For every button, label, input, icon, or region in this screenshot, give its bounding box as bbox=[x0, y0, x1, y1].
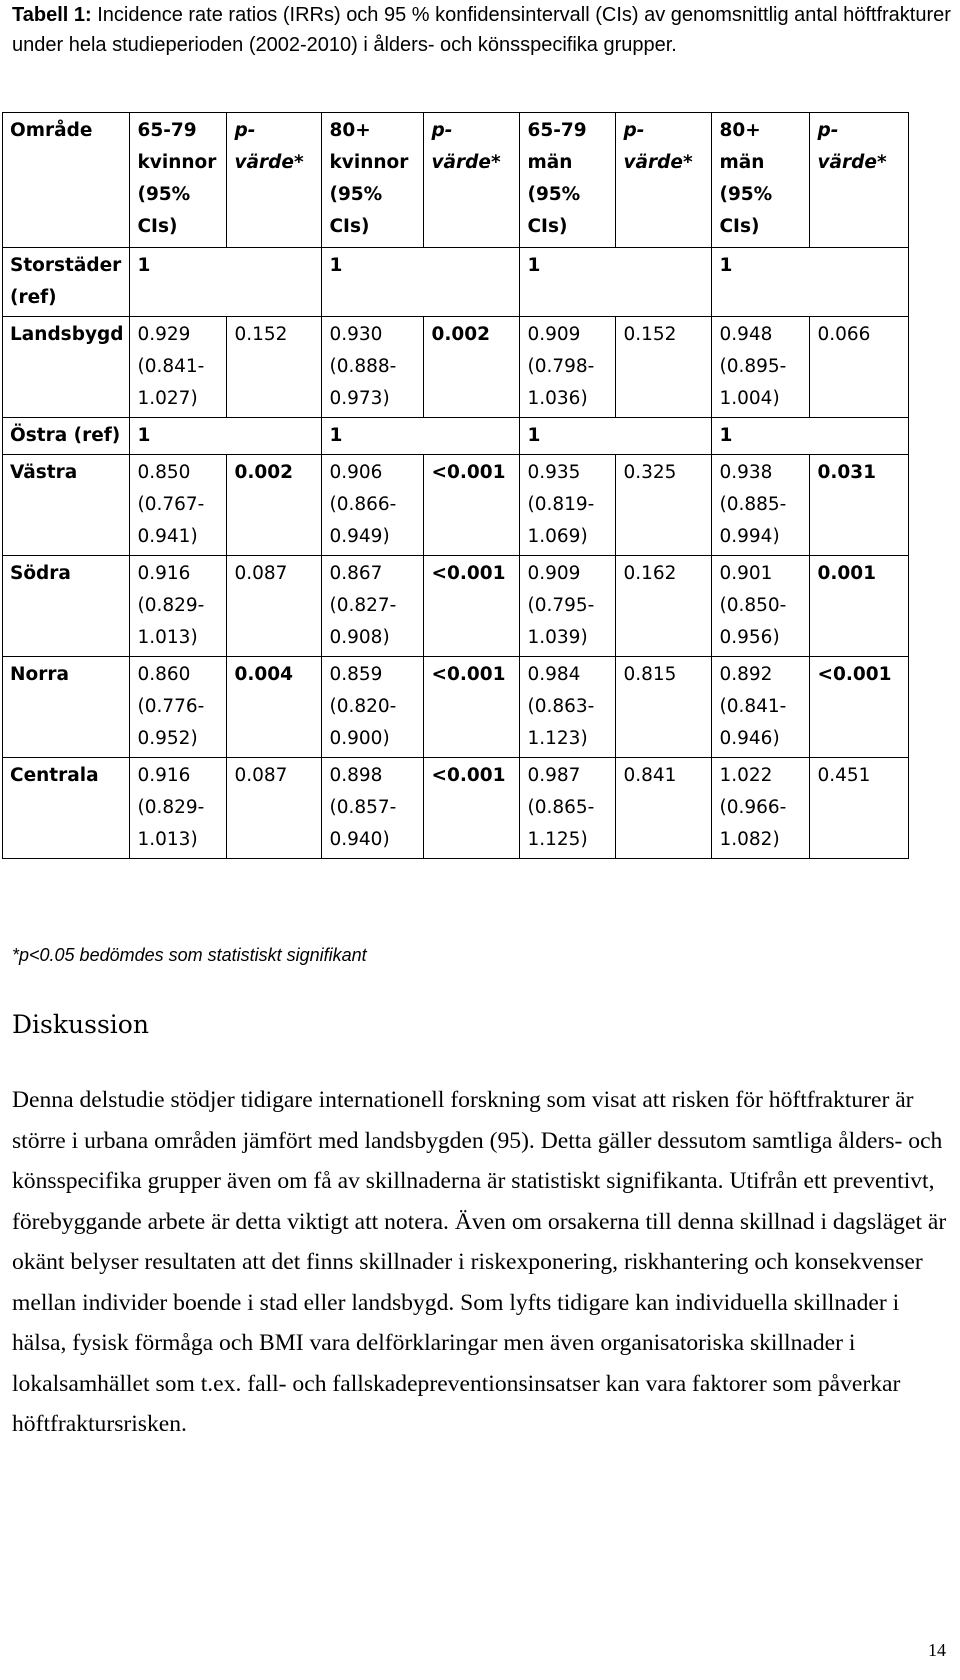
column-header bbox=[424, 113, 520, 248]
cell-line: (0.850- bbox=[719, 595, 787, 616]
cell-line: 0.916 bbox=[137, 765, 191, 786]
irr-ci-cell bbox=[130, 657, 227, 758]
column-header bbox=[616, 113, 712, 248]
cell-line: (0.841- bbox=[137, 356, 205, 377]
cell-line: 0.850 bbox=[137, 462, 191, 483]
p-value-cell bbox=[616, 758, 712, 859]
p-value-cell bbox=[227, 657, 322, 758]
cell-line: (95% bbox=[527, 184, 581, 205]
cell-line: 0.087 bbox=[234, 765, 288, 786]
table-caption-label: Tabell 1: bbox=[12, 4, 92, 26]
cell-line: (0.795- bbox=[527, 595, 595, 616]
irr-ci-cell bbox=[712, 657, 810, 758]
column-header bbox=[227, 113, 322, 248]
reference-value: 1 bbox=[520, 418, 712, 455]
irr-ci-cell bbox=[520, 317, 616, 418]
cell-line: 1.004) bbox=[719, 388, 780, 409]
cell-line: CIs) bbox=[137, 216, 178, 237]
cell-line: 1.123) bbox=[527, 728, 588, 749]
cell-line: 0.940) bbox=[329, 829, 390, 850]
irr-ci-cell bbox=[712, 556, 810, 657]
p-value-cell bbox=[810, 317, 909, 418]
p-value-cell bbox=[616, 556, 712, 657]
reference-row bbox=[3, 248, 909, 317]
cell-line: 0.900) bbox=[329, 728, 390, 749]
cell-line: (0.819- bbox=[527, 494, 595, 515]
row-label: Östra (ref) bbox=[3, 418, 130, 455]
cell-line: 0.451 bbox=[817, 765, 871, 786]
cell-line: värde* bbox=[817, 152, 887, 173]
cell-line: (0.863- bbox=[527, 696, 595, 717]
cell-line: CIs) bbox=[719, 216, 760, 237]
cell-line: 0.929 bbox=[137, 324, 191, 345]
cell-line: 0.892 bbox=[719, 664, 773, 685]
irr-ci-cell bbox=[520, 556, 616, 657]
cell-line: 0.994) bbox=[719, 526, 780, 547]
p-value-cell bbox=[616, 317, 712, 418]
cell-line: 1.036) bbox=[527, 388, 588, 409]
section-heading: Diskussion bbox=[12, 1010, 149, 1039]
cell-line: 0.973) bbox=[329, 388, 390, 409]
table-row bbox=[3, 657, 909, 758]
cell-line: 0.908) bbox=[329, 627, 390, 648]
cell-line: 65-79 bbox=[527, 120, 587, 141]
row-label: Landsbygd bbox=[3, 317, 130, 418]
cell-line: 1.039) bbox=[527, 627, 588, 648]
cell-line: (0.866- bbox=[329, 494, 397, 515]
cell-line: 0.066 bbox=[817, 324, 871, 345]
cell-line: 0.152 bbox=[234, 324, 288, 345]
irr-ci-cell bbox=[712, 317, 810, 418]
irr-ci-cell bbox=[130, 556, 227, 657]
cell-line: <0.001 bbox=[431, 765, 506, 786]
cell-line: Område bbox=[10, 120, 93, 141]
cell-line: 0.909 bbox=[527, 563, 581, 584]
cell-line: värde* bbox=[234, 152, 304, 173]
cell-line: 0.815 bbox=[623, 664, 677, 685]
cell-line: 1.027) bbox=[137, 388, 198, 409]
table-caption bbox=[12, 0, 952, 60]
header-row bbox=[3, 113, 909, 248]
p-value-cell bbox=[227, 556, 322, 657]
cell-line: (0.895- bbox=[719, 356, 787, 377]
cell-line: (0.885- bbox=[719, 494, 787, 515]
irr-ci-cell bbox=[520, 455, 616, 556]
cell-line: 0.935 bbox=[527, 462, 581, 483]
table-row bbox=[3, 317, 909, 418]
table-row bbox=[3, 758, 909, 859]
cell-line: 0.938 bbox=[719, 462, 773, 483]
cell-line: (0.841- bbox=[719, 696, 787, 717]
irr-table bbox=[2, 112, 909, 859]
cell-line: 0.941) bbox=[137, 526, 198, 547]
irr-ci-cell bbox=[520, 758, 616, 859]
cell-line: 1.013) bbox=[137, 829, 198, 850]
row-label: Centrala bbox=[3, 758, 130, 859]
row-label: Norra bbox=[3, 657, 130, 758]
cell-line: 0.325 bbox=[623, 462, 677, 483]
cell-line: <0.001 bbox=[431, 563, 506, 584]
irr-ci-cell bbox=[322, 455, 424, 556]
cell-line: 80+ bbox=[329, 120, 371, 141]
cell-line: 80+ bbox=[719, 120, 761, 141]
cell-line: 0.867 bbox=[329, 563, 383, 584]
cell-line: 0.948 bbox=[719, 324, 773, 345]
p-value-cell bbox=[424, 758, 520, 859]
cell-line: 0.860 bbox=[137, 664, 191, 685]
cell-line: (0.767- bbox=[137, 494, 205, 515]
cell-line: 0.898 bbox=[329, 765, 383, 786]
cell-line: 0.002 bbox=[431, 324, 491, 345]
p-value-cell bbox=[810, 556, 909, 657]
cell-line: p- bbox=[817, 120, 839, 141]
irr-ci-cell bbox=[322, 657, 424, 758]
cell-line: kvinnor bbox=[137, 152, 217, 173]
p-value-cell bbox=[810, 657, 909, 758]
reference-value: 1 bbox=[130, 248, 322, 317]
reference-row bbox=[3, 418, 909, 455]
table-caption-text: Incidence rate ratios (IRRs) och 95 % konfidensintervall (CIs) av genomsnittlig antal höftfrakturer under hela studieperioden (2002-2010) i ålders- och könsspecifika grupper. bbox=[12, 4, 951, 56]
row-label: Västra bbox=[3, 455, 130, 556]
reference-value: 1 bbox=[712, 418, 909, 455]
column-header bbox=[810, 113, 909, 248]
cell-line: p- bbox=[623, 120, 645, 141]
cell-line: 0.987 bbox=[527, 765, 581, 786]
cell-line: 0.909 bbox=[527, 324, 581, 345]
cell-line: 0.906 bbox=[329, 462, 383, 483]
cell-line: (95% bbox=[137, 184, 191, 205]
cell-line: 0.004 bbox=[234, 664, 294, 685]
irr-table-body bbox=[3, 113, 909, 859]
cell-line: (95% bbox=[329, 184, 383, 205]
row-label: Södra bbox=[3, 556, 130, 657]
page-number: 14 bbox=[928, 1640, 946, 1660]
table-row bbox=[3, 455, 909, 556]
p-value-cell bbox=[424, 455, 520, 556]
cell-line: CIs) bbox=[329, 216, 370, 237]
cell-line: <0.001 bbox=[817, 664, 892, 685]
cell-line: 0.087 bbox=[234, 563, 288, 584]
cell-line: 0.930 bbox=[329, 324, 383, 345]
p-value-cell bbox=[616, 657, 712, 758]
cell-line: män bbox=[527, 152, 573, 173]
cell-line: <0.001 bbox=[431, 462, 506, 483]
p-value-cell bbox=[810, 455, 909, 556]
cell-line: 0.002 bbox=[234, 462, 294, 483]
cell-line: (0.857- bbox=[329, 797, 397, 818]
cell-line: (0.888- bbox=[329, 356, 397, 377]
cell-line: 0.916 bbox=[137, 563, 191, 584]
cell-line: 1.125) bbox=[527, 829, 588, 850]
p-value-cell bbox=[227, 455, 322, 556]
cell-line: värde* bbox=[431, 152, 501, 173]
irr-ci-cell bbox=[130, 758, 227, 859]
p-value-cell bbox=[616, 455, 712, 556]
irr-ci-cell bbox=[712, 758, 810, 859]
cell-line: 0.956) bbox=[719, 627, 780, 648]
p-value-cell bbox=[424, 657, 520, 758]
cell-line: 0.901 bbox=[719, 563, 773, 584]
cell-line: 0.952) bbox=[137, 728, 198, 749]
cell-line: p- bbox=[431, 120, 453, 141]
column-header bbox=[130, 113, 227, 248]
reference-value: 1 bbox=[130, 418, 322, 455]
cell-line: (0.820- bbox=[329, 696, 397, 717]
irr-ci-cell bbox=[130, 455, 227, 556]
cell-line: värde* bbox=[623, 152, 693, 173]
cell-line: 0.859 bbox=[329, 664, 383, 685]
cell-line: (0.829- bbox=[137, 797, 205, 818]
irr-ci-cell bbox=[520, 657, 616, 758]
cell-line: 0.152 bbox=[623, 324, 677, 345]
irr-ci-cell bbox=[322, 317, 424, 418]
cell-line: 0.162 bbox=[623, 563, 677, 584]
row-label bbox=[3, 248, 130, 317]
p-value-cell bbox=[227, 758, 322, 859]
cell-line: 0.984 bbox=[527, 664, 581, 685]
cell-line: Storstäder bbox=[10, 255, 122, 276]
cell-line: 1.082) bbox=[719, 829, 780, 850]
cell-line: 0.946) bbox=[719, 728, 780, 749]
cell-line: 1.013) bbox=[137, 627, 198, 648]
column-header bbox=[322, 113, 424, 248]
cell-line: (0.798- bbox=[527, 356, 595, 377]
irr-ci-cell bbox=[130, 317, 227, 418]
cell-line: 0.001 bbox=[817, 563, 877, 584]
p-value-cell bbox=[810, 758, 909, 859]
cell-line: 0.949) bbox=[329, 526, 390, 547]
cell-line: p- bbox=[234, 120, 256, 141]
footnote: *p<0.05 bedömdes som statistiskt signifikant bbox=[12, 945, 367, 965]
reference-value: 1 bbox=[322, 248, 520, 317]
cell-line: (ref) bbox=[10, 287, 57, 308]
reference-value: 1 bbox=[322, 418, 520, 455]
table-row bbox=[3, 556, 909, 657]
column-header bbox=[712, 113, 810, 248]
cell-line: (0.966- bbox=[719, 797, 787, 818]
cell-line: 65-79 bbox=[137, 120, 197, 141]
p-value-cell bbox=[424, 317, 520, 418]
p-value-cell bbox=[424, 556, 520, 657]
cell-line: 0.031 bbox=[817, 462, 877, 483]
p-value-cell bbox=[227, 317, 322, 418]
cell-line: (0.865- bbox=[527, 797, 595, 818]
cell-line: 1.022 bbox=[719, 765, 773, 786]
cell-line: CIs) bbox=[527, 216, 568, 237]
cell-line: 0.841 bbox=[623, 765, 677, 786]
irr-ci-cell bbox=[322, 556, 424, 657]
cell-line: kvinnor bbox=[329, 152, 409, 173]
cell-line: 1.069) bbox=[527, 526, 588, 547]
cell-line: (0.776- bbox=[137, 696, 205, 717]
cell-line: män bbox=[719, 152, 765, 173]
column-header bbox=[3, 113, 130, 248]
cell-line: (0.827- bbox=[329, 595, 397, 616]
irr-ci-cell bbox=[322, 758, 424, 859]
discussion-paragraph: Denna delstudie stödjer tidigare internationell forskning som visat att risken för höftfrakturer är större i urbana områden jämfört med landsbygden (95). Detta gäller dessutom samtliga ålders- och könsspecifika grupper även om få av skillnaderna är statistiskt signifikanta. Utifrån ett preventivt, förebyggande arbete är detta viktigt att notera. Även om orsakerna till denna skillnad i dagsläget är okänt belyser resultaten att det finns skillnader i riskexponering, riskhantering och konsekvenser mellan individer boende i stad eller landsbygd. Som lyfts tidigare kan individuella skillnader i hälsa, fysisk förmåga och BMI vara delförklaringar men även organisatoriska skillnader i lokalsamhället som t.ex. fall- och fallskadepreventionsinsatser kan vara faktorer som påverkar höftfraktursrisken. bbox=[12, 1087, 947, 1437]
cell-line: <0.001 bbox=[431, 664, 506, 685]
cell-line: (95% bbox=[719, 184, 773, 205]
reference-value: 1 bbox=[712, 248, 909, 317]
irr-ci-cell bbox=[712, 455, 810, 556]
reference-value: 1 bbox=[520, 248, 712, 317]
column-header bbox=[520, 113, 616, 248]
cell-line: (0.829- bbox=[137, 595, 205, 616]
